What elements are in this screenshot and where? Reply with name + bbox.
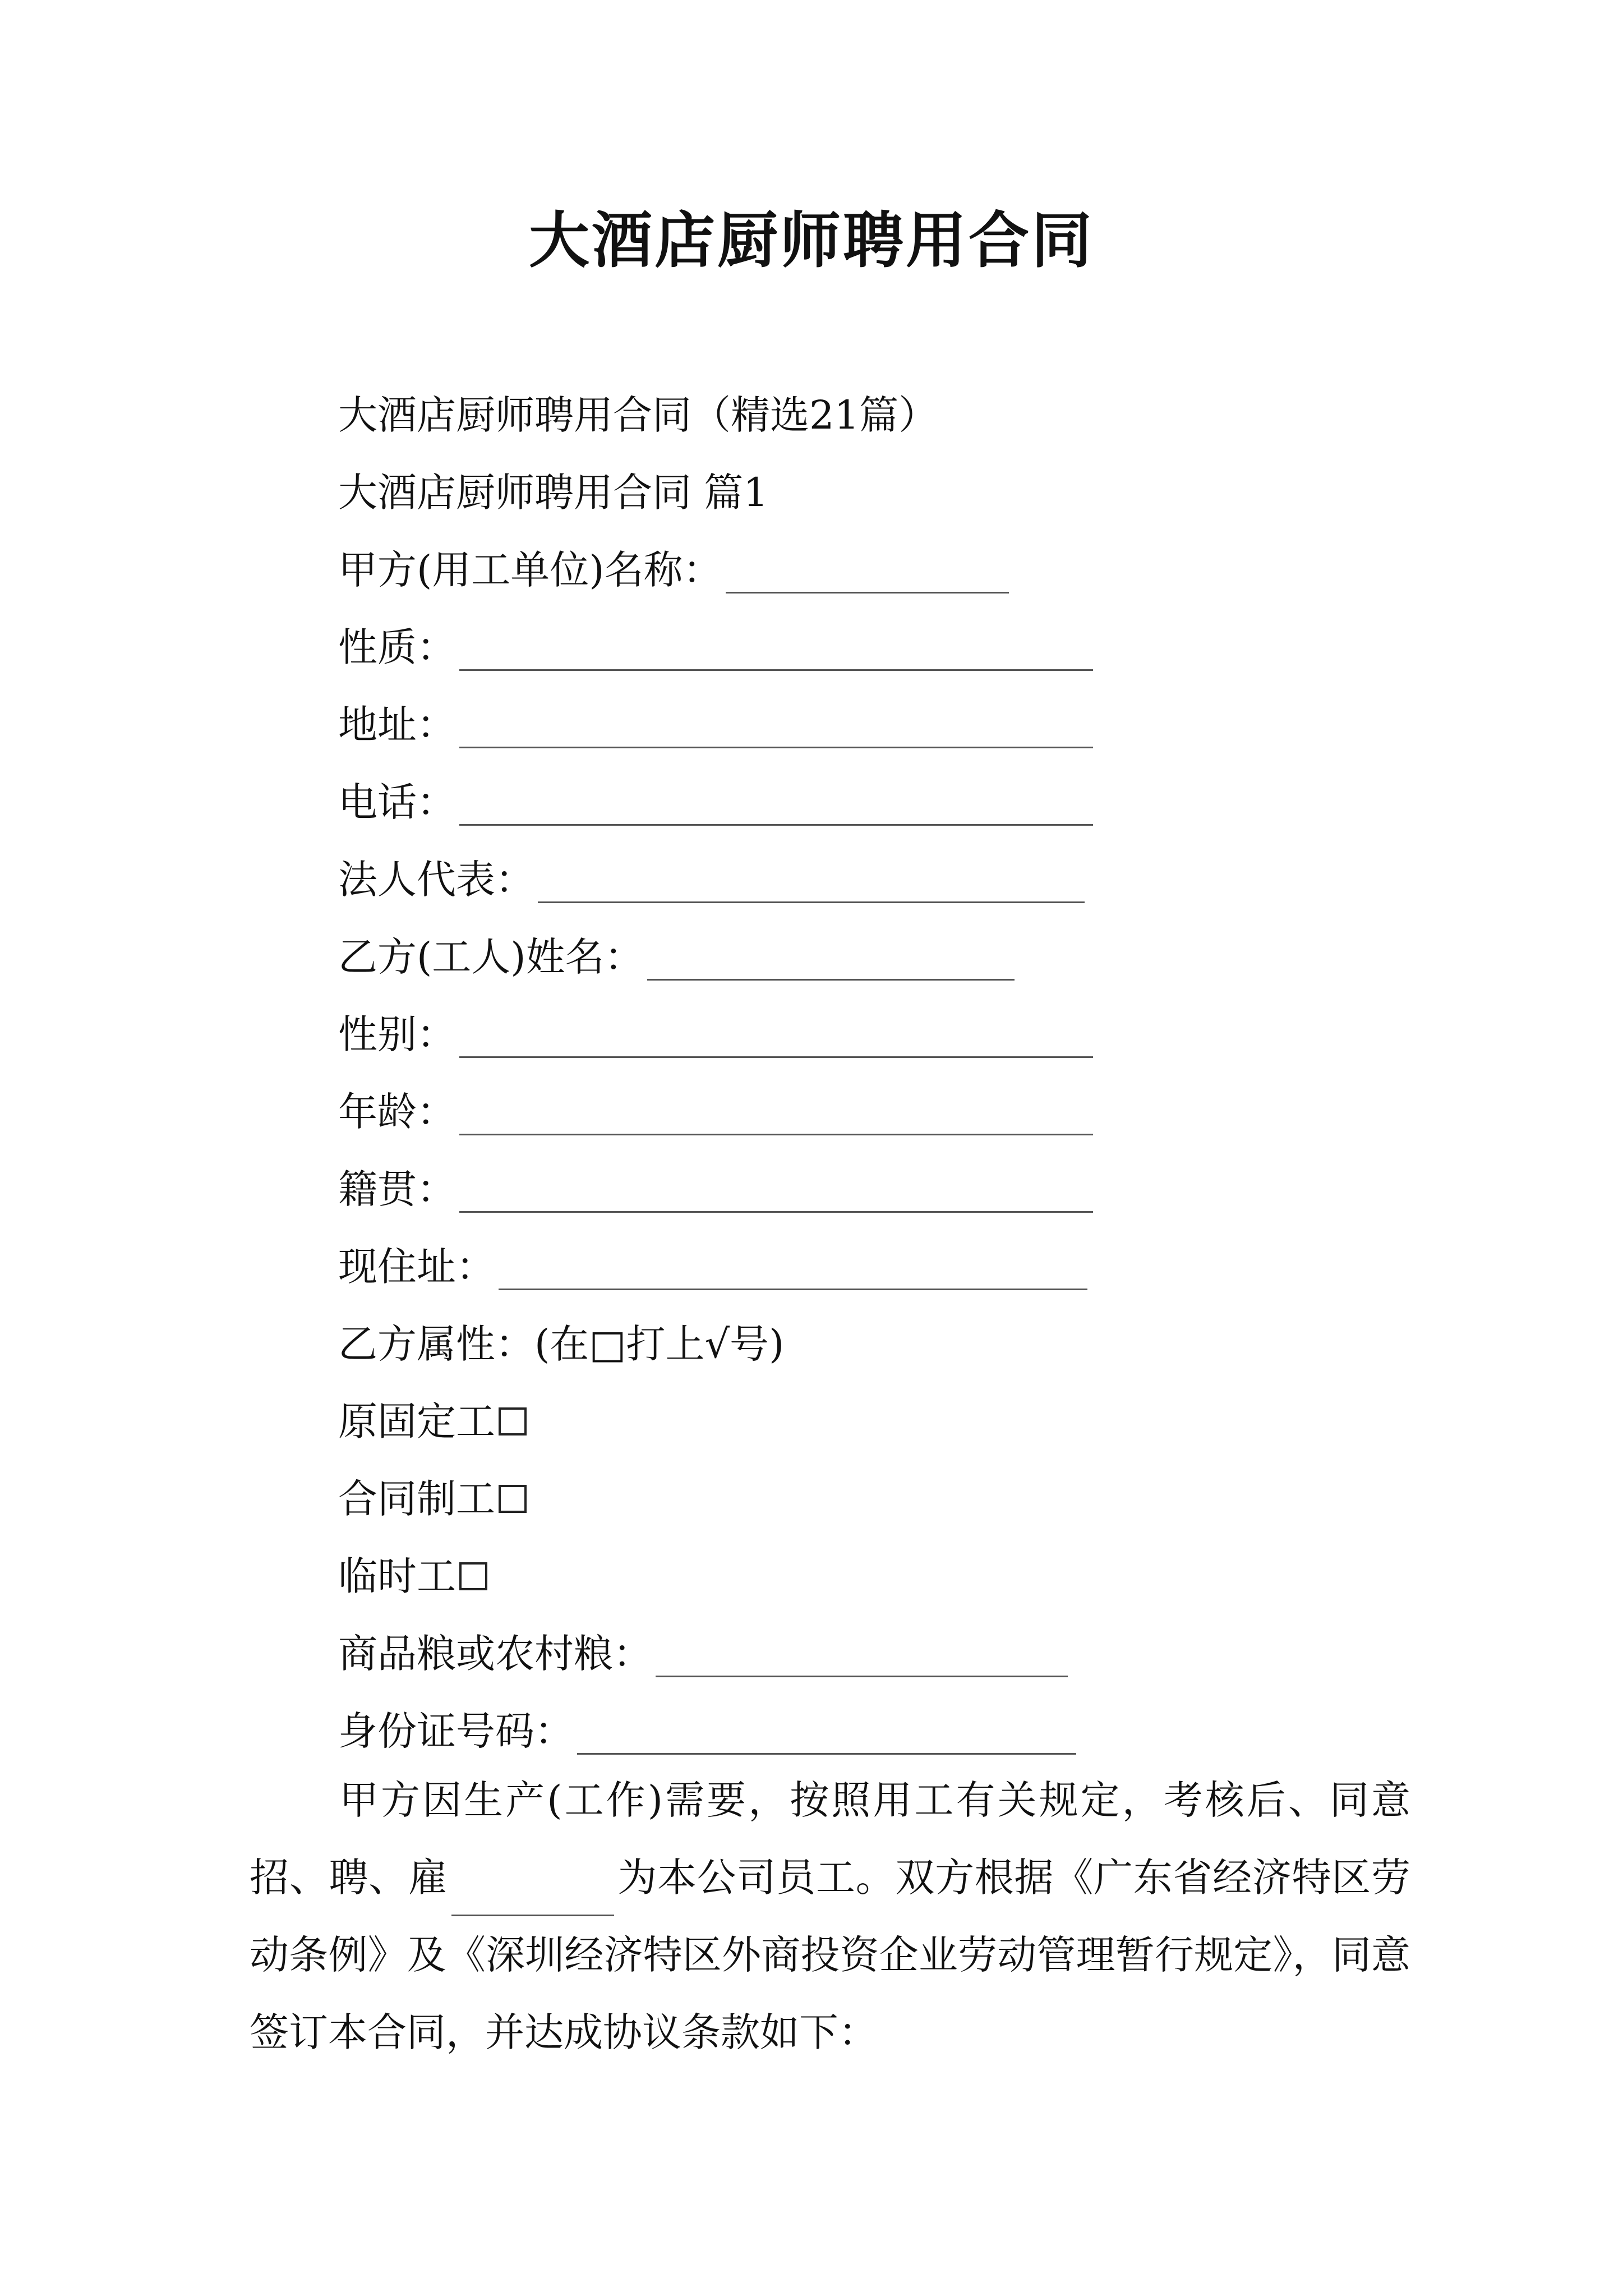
field-label: 身份证号码：	[338, 1708, 574, 1754]
address-blank[interactable]	[459, 702, 1093, 748]
option-permanent-worker	[338, 1393, 527, 1450]
field-label: 商品粮或农村粮：	[338, 1631, 652, 1677]
field-label: 法人代表：	[338, 857, 534, 903]
age-blank[interactable]	[459, 1089, 1093, 1135]
attribute-instruction: 乙方属性：(在□打上√号)	[338, 1321, 785, 1367]
field-label: 地址：	[338, 702, 456, 748]
field-native-place	[338, 1161, 1093, 1217]
body-paragraph: 甲方因生产(工作)需要，按照用工有关规定，考核后、同意招、聘、雇 为本公司员工。双方根据《广东省经济特区劳动条例》及《深圳经济特区外商投资企业劳动管理暂行规定》，同意签订本合同，并达成协议条款如下：	[250, 1777, 1411, 2055]
field-label: 电话：	[338, 779, 456, 825]
option-label: 临时工	[338, 1553, 456, 1599]
field-grain-type	[338, 1626, 1068, 1682]
field-gender	[338, 1006, 1093, 1062]
current-address-blank[interactable]	[499, 1244, 1087, 1290]
employee-name-inline-blank[interactable]	[451, 1870, 614, 1916]
field-label: 性质：	[338, 624, 456, 670]
field-nature	[338, 619, 1093, 675]
grain-type-blank[interactable]	[656, 1631, 1068, 1677]
gender-blank[interactable]	[459, 1011, 1093, 1058]
field-current-address	[338, 1239, 1087, 1295]
field-address	[338, 697, 1093, 753]
contract-worker-checkbox[interactable]	[499, 1485, 527, 1513]
legal-representative-blank[interactable]	[538, 857, 1085, 903]
permanent-worker-checkbox[interactable]	[499, 1407, 527, 1435]
field-label: 籍贯：	[338, 1166, 456, 1212]
phone-blank[interactable]	[459, 779, 1093, 826]
id-number-blank[interactable]	[577, 1708, 1076, 1755]
field-id-number	[338, 1703, 1076, 1759]
native-place-blank[interactable]	[459, 1166, 1093, 1213]
option-contract-worker	[338, 1471, 527, 1527]
option-label: 原固定工	[338, 1398, 495, 1444]
option-label: 合同制工	[338, 1476, 495, 1522]
document-title: 大酒店厨师聘用合同	[528, 206, 1094, 276]
field-label: 现住址：	[338, 1244, 495, 1290]
field-label: 甲方(用工单位)名称：	[338, 547, 722, 593]
field-label: 性别：	[338, 1011, 456, 1057]
section-heading: 大酒店厨师聘用合同 篇1	[338, 470, 768, 516]
field-phone	[338, 774, 1093, 830]
temporary-worker-checkbox[interactable]	[459, 1562, 487, 1590]
field-label: 年龄：	[338, 1089, 456, 1135]
field-employer-name	[338, 542, 1009, 598]
field-legal-representative	[338, 852, 1085, 908]
document-subtitle: 大酒店厨师聘用合同（精选21篇）	[338, 392, 938, 438]
worker-name-blank[interactable]	[647, 934, 1015, 981]
option-temporary-worker	[338, 1548, 487, 1604]
field-age	[338, 1084, 1093, 1140]
field-label: 乙方(工人)姓名：	[338, 934, 644, 980]
field-worker-name	[338, 929, 1015, 985]
employer-name-blank[interactable]	[726, 547, 1009, 593]
nature-blank[interactable]	[459, 624, 1093, 671]
